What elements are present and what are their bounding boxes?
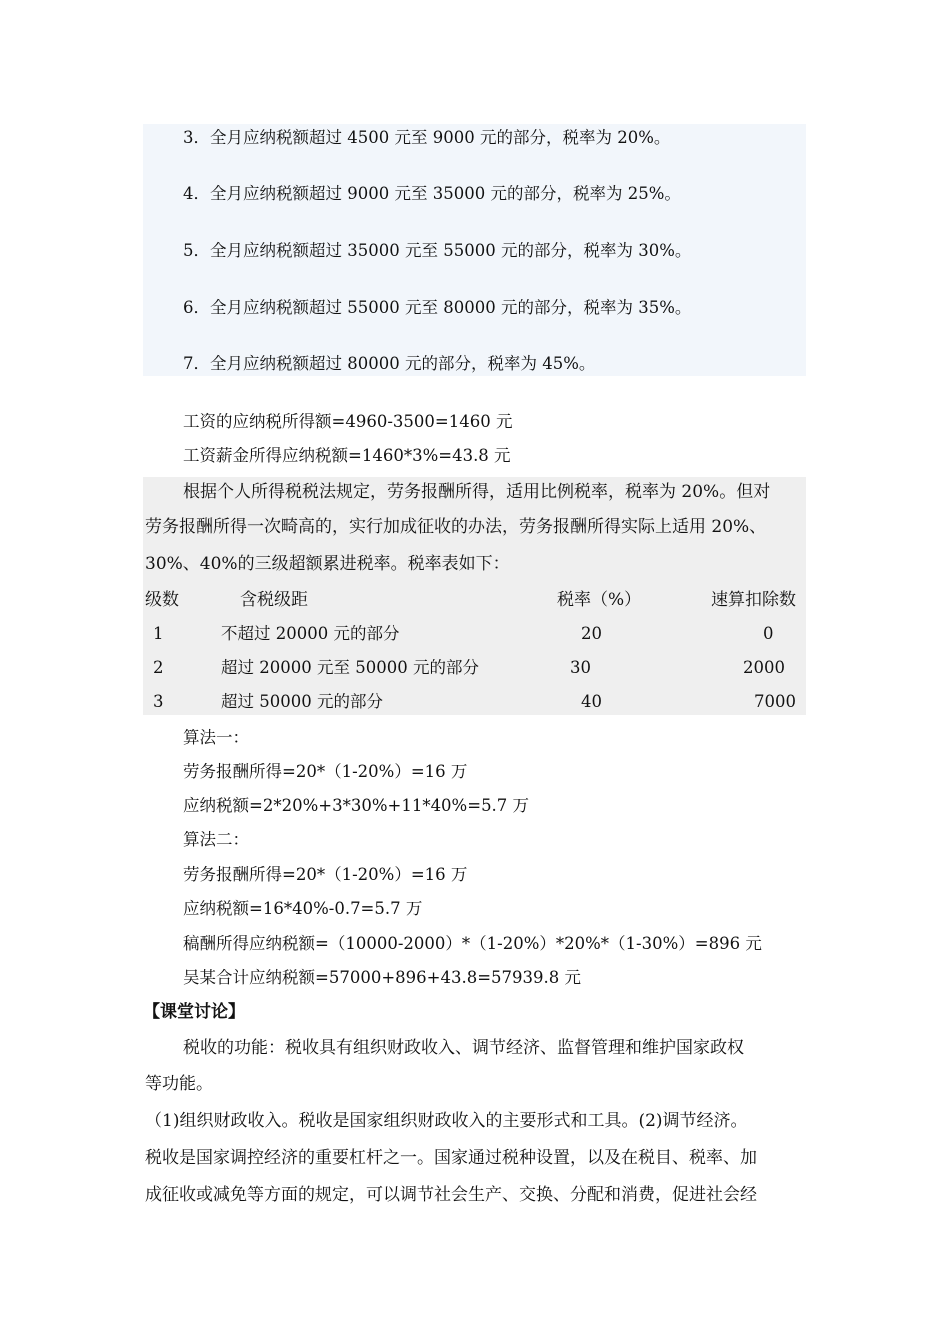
wage-tax-amount: 工资薪金所得应纳税额=1460*3%=43.8 元 — [183, 446, 511, 465]
table-row-2-bracket: 超过 20000 元至 50000 元的部分 — [221, 658, 479, 677]
method-one-income: 劳务报酬所得=20*（1-20%）=16 万 — [183, 762, 468, 781]
table-header-rate: 税率（%） — [557, 590, 642, 610]
labor-paragraph-line-1: 根据个人所得税税法规定，劳务报酬所得，适用比例税率，税率为 20%。但对 — [183, 482, 771, 502]
rate-item-6: 6．全月应纳税额超过 55000 元至 80000 元的部分，税率为 35%。 — [183, 298, 692, 317]
labor-paragraph-line-2: 劳务报酬所得一次畸高的，实行加成征收的办法，劳务报酬所得实际上适用 20%、 — [145, 517, 767, 537]
table-row-2-level: 2 — [153, 658, 164, 677]
table-row-2-rate: 30 — [570, 658, 591, 677]
total-tax: 吴某合计应纳税额=57000+896+43.8=57939.8 元 — [183, 968, 581, 987]
table-row-1-deduction: 0 — [763, 624, 774, 643]
table-row-3-rate: 40 — [581, 692, 602, 711]
royalty-tax: 稿酬所得应纳税额=（10000-2000）*（1-20%）*20%*（1-30%）=896 元 — [183, 934, 762, 953]
rate-item-7: 7．全月应纳税额超过 80000 元的部分，税率为 45%。 — [183, 354, 596, 373]
table-row-3-deduction: 7000 — [754, 692, 796, 711]
table-row-3-level: 3 — [153, 692, 164, 711]
functions-line-1: （1)组织财政收入。税收是国家组织财政收入的主要形式和工具。(2)调节经济。 — [145, 1111, 748, 1131]
rate-item-3: 3．全月应纳税额超过 4500 元至 9000 元的部分，税率为 20%。 — [183, 128, 671, 147]
table-row-3-bracket: 超过 50000 元的部分 — [221, 692, 383, 711]
labor-paragraph-line-3: 30%、40%的三级超额累进税率。税率表如下： — [145, 554, 510, 574]
table-header-deduction: 速算扣除数 — [711, 590, 796, 610]
table-header-level: 级数 — [145, 590, 179, 610]
method-one-heading: 算法一： — [183, 728, 249, 747]
functions-line-2: 税收是国家调控经济的重要杠杆之一。国家通过税种设置，以及在税目、税率、加 — [145, 1148, 757, 1168]
method-two-heading: 算法二： — [183, 830, 249, 849]
functions-line-3: 成征收或减免等方面的规定，可以调节社会生产、交换、分配和消费，促进社会经 — [145, 1185, 757, 1205]
table-row-1-level: 1 — [153, 624, 164, 643]
discussion-heading: 【课堂讨论】 — [143, 1002, 245, 1022]
wage-taxable-income: 工资的应纳税所得额=4960-3500=1460 元 — [183, 412, 513, 431]
discussion-line-1: 税收的功能：税收具有组织财政收入、调节经济、监督管理和维护国家政权 — [183, 1038, 744, 1058]
method-two-tax: 应纳税额=16*40%-0.7=5.7 万 — [183, 899, 423, 918]
method-one-tax: 应纳税额=2*20%+3*30%+11*40%=5.7 万 — [183, 796, 530, 815]
table-row-1-rate: 20 — [581, 624, 602, 643]
rate-item-4: 4．全月应纳税额超过 9000 元至 35000 元的部分，税率为 25%。 — [183, 184, 681, 203]
table-row-2-deduction: 2000 — [743, 658, 785, 677]
discussion-line-2: 等功能。 — [145, 1074, 213, 1094]
table-row-1-bracket: 不超过 20000 元的部分 — [221, 624, 400, 643]
method-two-income: 劳务报酬所得=20*（1-20%）=16 万 — [183, 865, 468, 884]
rate-item-5: 5．全月应纳税额超过 35000 元至 55000 元的部分，税率为 30%。 — [183, 241, 692, 260]
table-header-bracket: 含税级距 — [240, 590, 308, 610]
